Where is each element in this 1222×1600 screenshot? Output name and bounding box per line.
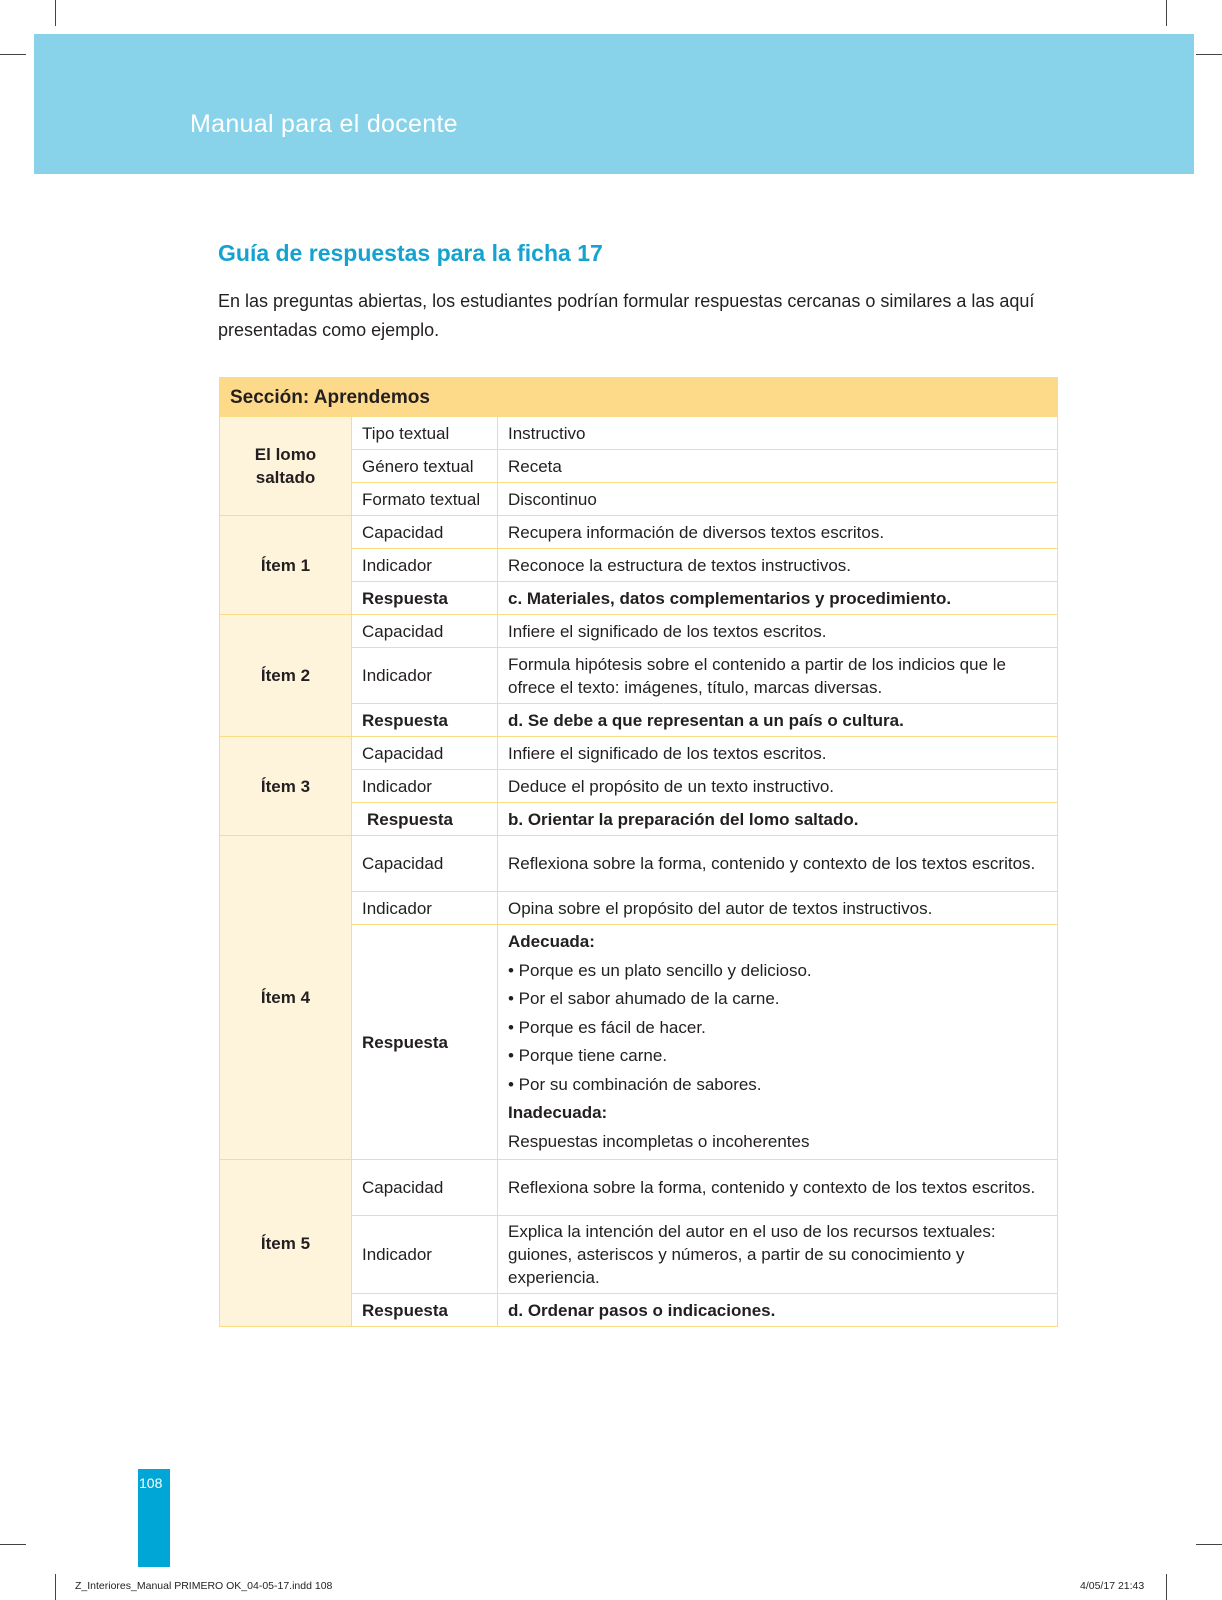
header-band bbox=[34, 34, 1194, 174]
row-label: Indicador bbox=[352, 770, 498, 803]
row-value: Reflexiona sobre la forma, contenido y contexto de los textos escritos. bbox=[498, 836, 1058, 892]
row-value: Opina sobre el propósito del autor de textos instructivos. bbox=[498, 892, 1058, 925]
answer-table bbox=[219, 377, 1058, 1327]
crop-mark bbox=[55, 1574, 56, 1600]
answer-value: d. Se debe a que representan a un país o cultura. bbox=[498, 704, 1058, 737]
inadecuada-text: Respuestas incompletas o incoherentes bbox=[508, 1131, 810, 1151]
row-label: Respuesta bbox=[352, 925, 498, 1160]
row-value: Discontinuo bbox=[498, 483, 1058, 516]
crop-mark bbox=[1166, 1574, 1167, 1600]
row-label: Tipo textual bbox=[352, 417, 498, 450]
row-label: Capacidad bbox=[352, 615, 498, 648]
adecuada-label: Adecuada: bbox=[508, 932, 595, 951]
row-label: Respuesta bbox=[352, 582, 498, 615]
list-item: • Por su combinación de sabores. bbox=[508, 1074, 762, 1094]
row-value: Reflexiona sobre la forma, contenido y contexto de los textos escritos. bbox=[498, 1160, 1058, 1216]
row-label: Respuesta bbox=[352, 704, 498, 737]
lomo-label bbox=[220, 417, 352, 516]
row-value: Reconoce la estructura de textos instructivos. bbox=[498, 549, 1058, 582]
answer-value: d. Ordenar pasos o indicaciones. bbox=[498, 1294, 1058, 1327]
page-number: 108 bbox=[139, 1475, 163, 1491]
row-label: Capacidad bbox=[352, 1160, 498, 1216]
crop-mark bbox=[0, 54, 26, 55]
table-heading: Sección: Aprendemos bbox=[220, 378, 1058, 417]
file-info: Z_Interiores_Manual PRIMERO OK_04-05-17.indd 108 bbox=[75, 1580, 333, 1592]
list-item: • Porque es fácil de hacer. bbox=[508, 1017, 706, 1037]
row-label: Indicador bbox=[352, 549, 498, 582]
row-value: Explica la intención del autor en el uso de los recursos textuales: guiones, asteriscos y números, a partir de su conocimiento y experiencia. bbox=[498, 1216, 1058, 1294]
table-row bbox=[220, 516, 1058, 549]
table-row bbox=[220, 836, 1058, 892]
crop-mark bbox=[55, 0, 56, 26]
crop-mark bbox=[0, 1544, 26, 1545]
table-row bbox=[220, 417, 1058, 450]
row-label: Capacidad bbox=[352, 836, 498, 892]
row-label: Respuesta bbox=[352, 803, 498, 836]
table-row bbox=[220, 737, 1058, 770]
date-info: 4/05/17 21:43 bbox=[1080, 1580, 1145, 1592]
answer-list bbox=[498, 925, 1058, 1160]
list-item: • Por el sabor ahumado de la carne. bbox=[508, 989, 780, 1008]
row-value: Recupera información de diversos textos escritos. bbox=[498, 516, 1058, 549]
row-label: Indicador bbox=[352, 648, 498, 704]
item-label: Ítem 1 bbox=[220, 516, 352, 615]
row-value: Instructivo bbox=[498, 417, 1058, 450]
item-label: Ítem 5 bbox=[220, 1160, 352, 1327]
row-label: Respuesta bbox=[352, 1294, 498, 1327]
inadecuada-label: Inadecuada: bbox=[508, 1103, 608, 1122]
item-label: Ítem 4 bbox=[220, 836, 352, 1160]
table-heading-row bbox=[220, 378, 1058, 417]
table-row bbox=[220, 1160, 1058, 1216]
lomo-label-line2: saltado bbox=[255, 468, 316, 487]
crop-mark bbox=[1166, 0, 1167, 26]
list-item: • Porque es un plato sencillo y delicioso. bbox=[508, 960, 812, 980]
row-value: Infiere el significado de los textos escritos. bbox=[498, 615, 1058, 648]
row-label: Indicador bbox=[352, 892, 498, 925]
row-label: Capacidad bbox=[352, 516, 498, 549]
table-row bbox=[220, 615, 1058, 648]
list-item: • Porque tiene carne. bbox=[508, 1046, 668, 1065]
row-value: Formula hipótesis sobre el contenido a partir de los indicios que le ofrece el texto: imágenes, título, marcas diversas. bbox=[498, 648, 1058, 704]
lomo-label-line1: El lomo bbox=[254, 445, 317, 464]
answer-value: c. Materiales, datos complementarios y procedimiento. bbox=[498, 582, 1058, 615]
answer-value: b. Orientar la preparación del lomo saltado. bbox=[498, 803, 1058, 836]
row-value: Infiere el significado de los textos escritos. bbox=[498, 737, 1058, 770]
crop-mark bbox=[1196, 54, 1222, 55]
row-label: Género textual bbox=[352, 450, 498, 483]
intro-paragraph: En las preguntas abiertas, los estudiantes podrían formular respuestas cercanas o similares a las aquí presentadas como ejemplo. bbox=[218, 291, 1035, 340]
crop-mark bbox=[1196, 1544, 1222, 1545]
header-title: Manual para el docente bbox=[190, 110, 458, 138]
item-label: Ítem 2 bbox=[220, 615, 352, 737]
row-label: Formato textual bbox=[352, 483, 498, 516]
row-label: Capacidad bbox=[352, 737, 498, 770]
row-value: Deduce el propósito de un texto instructivo. bbox=[498, 770, 1058, 803]
section-title: Guía de respuestas para la ficha 17 bbox=[218, 240, 603, 266]
row-label: Indicador bbox=[352, 1216, 498, 1294]
item-label: Ítem 3 bbox=[220, 737, 352, 836]
row-value: Receta bbox=[498, 450, 1058, 483]
